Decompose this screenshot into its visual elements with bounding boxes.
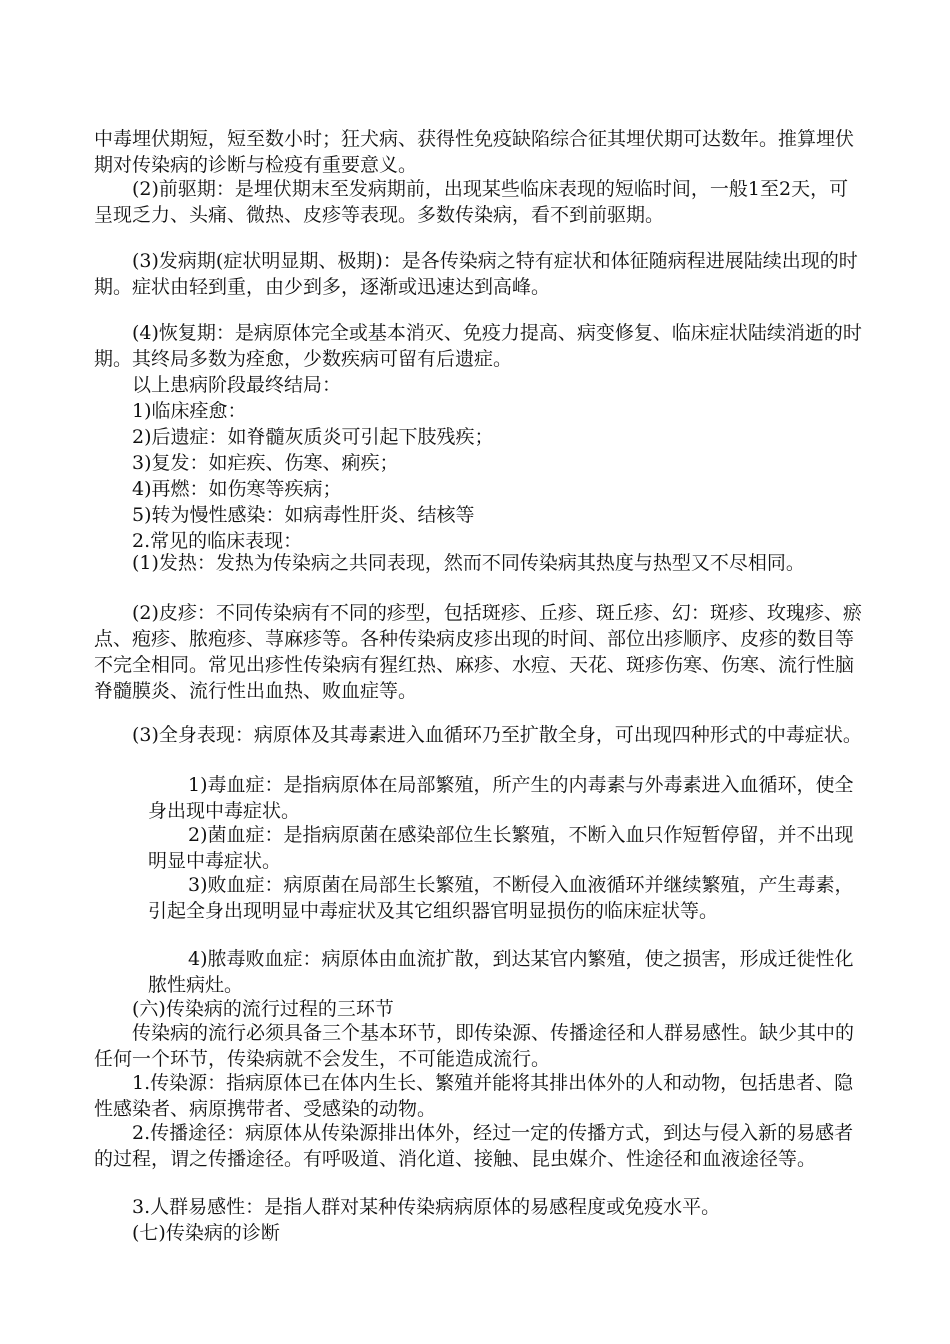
section-heading-clinical-manifestations: 2.常见的临床表现： — [132, 530, 303, 552]
list-item-clinical-cure: 1)临床痊愈： — [132, 400, 247, 422]
paragraph-systemic-manifestations: (3)全身表现：病原体及其毒素进入血循环乃至扩散全身，可出现四种形式的中毒症状。 — [132, 724, 862, 746]
paragraph-source-of-infection: 1.传染源：指病原体已在体内生长、繁殖并能将其排出体外的人和动物，包括患者、隐性感染者、病原携带者、受感染的动物。 — [94, 1072, 854, 1120]
paragraph-recovery-stage: (4)恢复期：是病原体完全或基本消灭、免疫力提高、病变修复、临床症状陆续消逝的时期。其终局多数为痊愈，少数疾病可留有后遗症。 — [94, 322, 862, 370]
list-item-sequelae: 2)后遗症：如脊髓灰质炎可引起下肢残疾； — [132, 426, 494, 448]
paragraph-prodromal-stage: (2)前驱期：是埋伏期末至发病期前，出现某些临床表现的短临时间，一般1至2天，可呈现乏力、头痛、微热、皮疹等表现。多数传染病，看不到前驱期。 — [94, 178, 849, 226]
paragraph-incubation-continued: 中毒埋伏期短，短至数小时；狂犬病、获得性免疫缺陷综合征其埋伏期可达数年。推算埋伏期对传染病的诊断与检疫有重要意义。 — [94, 128, 855, 176]
list-item-recrudescence: 4)再燃：如伤寒等疾病； — [132, 478, 342, 500]
paragraph-transmission-route: 2.传播途径：病原体从传染源排出体外，经过一定的传播方式，到达与侵入新的易感者的过程，谓之传播途径。有呼吸道、消化道、接触、昆虫媒介、性途径和血液途径等。 — [94, 1122, 854, 1170]
list-item-chronic-infection: 5)转为慢性感染：如病毒性肝炎、结核等 — [132, 504, 475, 526]
section-heading-diagnosis: (七)传染病的诊断 — [132, 1222, 280, 1244]
paragraph-three-links: 传染病的流行必须具备三个基本环节，即传染源、传播途径和人群易感性。缺少其中的任何一个环节，传染病就不会发生，不可能造成流行。 — [94, 1022, 855, 1070]
paragraph-rash: (2)皮疹：不同传染病有不同的疹型，包括斑疹、丘疹、斑丘疹、幻：斑疹、玫瑰疹、瘀点、疱疹、脓疱疹、荨麻疹等。各种传染病皮疹出现的时间、部位出疹顺序、皮疹的数目等不完全相同。常见出疹性传染病有猩红热、麻疹、水痘、天花、斑疹伤寒、伤寒、流行性脑脊髓膜炎、流行性出血热、败血症等。 — [94, 602, 862, 702]
list-item-relapse: 3)复发：如疟疾、伤寒、痢疾； — [132, 452, 399, 474]
paragraph-septicemia: 3)败血症：病原菌在局部生长繁殖，不断侵入血液循环并继续繁殖，产生毒素，引起全身出现明显中毒症状及其它组织器官明显损伤的临床症状等。 — [148, 874, 854, 922]
paragraph-final-outcomes-heading: 以上患病阶段最终结局： — [132, 374, 342, 396]
paragraph-toxemia: 1)毒血症：是指病原体在局部繁殖，所产生的内毒素与外毒素进入血循环，使全身出现中毒症状。 — [148, 774, 854, 822]
paragraph-onset-stage: (3)发病期(症状明显期、极期)：是各传染病之特有症状和体征随病程进展陆续出现的时期。症状由轻到重，由少到多，逐渐或迅速达到高峰。 — [94, 250, 858, 298]
section-heading-epidemic-process: (六)传染病的流行过程的三环节 — [132, 998, 394, 1020]
paragraph-pyemia: 4)脓毒败血症：病原体由血流扩散，到达某官内繁殖，使之损害，形成迁徙性化脓性病灶。 — [148, 948, 854, 996]
paragraph-fever: (1)发热：发热为传染病之共同表现，然而不同传染病其热度与热型又不尽相同。 — [132, 552, 805, 574]
paragraph-population-susceptibility: 3.人群易感性：是指人群对某种传染病病原体的易感程度或免疫水平。 — [132, 1196, 721, 1218]
paragraph-bacteremia: 2)菌血症：是指病原菌在感染部位生长繁殖，不断入血只作短暂停留，并不出现明显中毒症状。 — [148, 824, 854, 872]
